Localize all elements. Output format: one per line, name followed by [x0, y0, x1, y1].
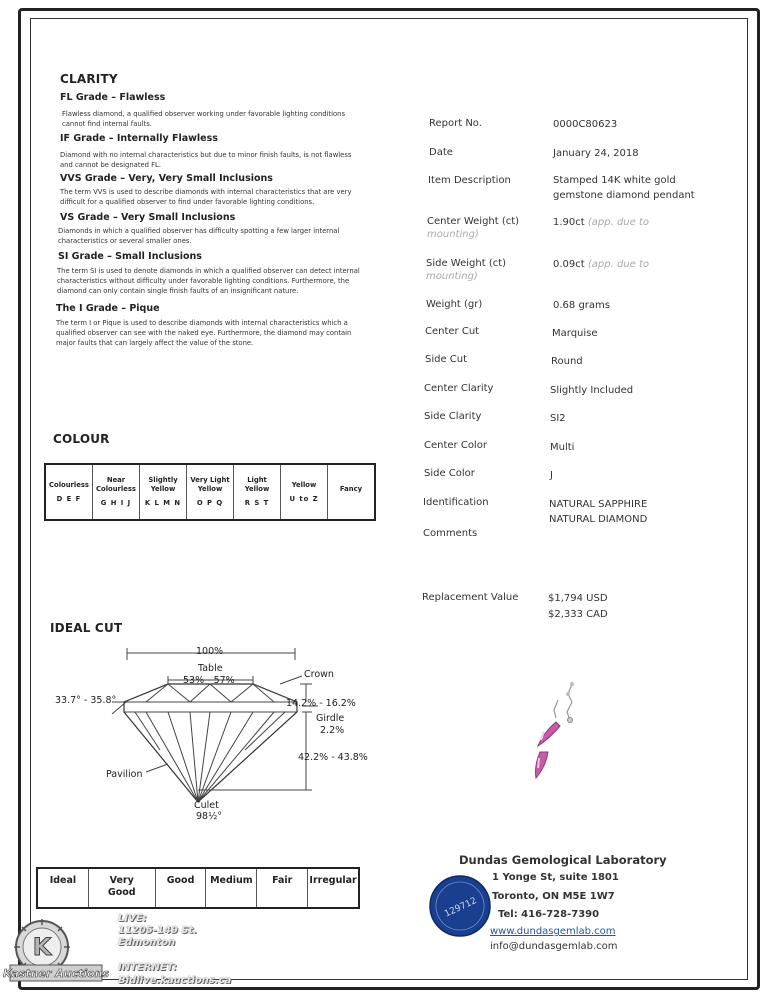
- cut-pavilion-depth: 42.2% - 43.8%: [298, 752, 368, 763]
- cut-grade-cell: Good: [156, 869, 207, 907]
- cut-girdle-label: Girdle: [316, 713, 345, 724]
- grade-heading-i: The I Grade – Pique: [56, 303, 160, 314]
- grade-text-fl: Flawless diamond, a qualified observer working under favorable lighting conditions cannot find internal faults.: [62, 110, 346, 128]
- report-value: Slightly Included: [550, 385, 634, 396]
- kastner-logo-icon: [2, 915, 110, 987]
- report-label-note: mounting): [426, 271, 478, 282]
- report-value: Marquise: [552, 328, 598, 339]
- report-label: Side Weight (ct): [426, 258, 507, 269]
- grade-heading-vs: VS Grade – Very Small Inclusions: [60, 212, 236, 223]
- report-value: $1,794 USD: [548, 593, 608, 604]
- report-label: Center Cut: [425, 326, 480, 337]
- colour-title: COLOUR: [53, 432, 110, 446]
- report-value: [553, 257, 649, 272]
- report-label: Center Color: [424, 440, 487, 451]
- colour-cell: [234, 465, 281, 519]
- colour-scale-table: [44, 463, 376, 521]
- watermark-live-city: Edmonton: [118, 937, 176, 948]
- cut-total-width: 100%: [196, 646, 224, 657]
- report-value-main: 1.90ct: [553, 217, 585, 228]
- colour-cell-name: Very Light Yellow: [190, 476, 230, 493]
- colour-cell-name: Fancy: [339, 485, 363, 493]
- lab-tel: Tel: 416-728-7390: [498, 909, 600, 920]
- report-label: Side Cut: [425, 354, 468, 365]
- grade-text-si: The term SI is used to denote diamonds in which a qualified observer can detect internal characteristics without difficulty under favorable lighting conditions. Furthermore, the diamond can only contain single finish faults of an insignificant nature.: [57, 267, 360, 295]
- cut-grade-cell: Ideal: [38, 869, 89, 907]
- colour-cell-grades: G H I J: [100, 499, 132, 507]
- report-value: [553, 215, 649, 230]
- report-value: NATURAL SAPPHIRE NATURAL DIAMOND: [549, 499, 648, 525]
- colour-cell-grades: O P Q: [196, 499, 224, 507]
- colour-cell: [328, 465, 374, 519]
- report-label: Report No.: [429, 118, 482, 129]
- colour-cell-grades: U to Z: [289, 494, 319, 503]
- lab-email: info@dundasgemlab.com: [490, 941, 618, 952]
- cut-crown-height: 14.2% - 16.2%: [286, 698, 356, 709]
- report-label: Item Description: [428, 175, 511, 186]
- pendant-photo: [520, 680, 590, 790]
- report-value: Round: [551, 356, 583, 367]
- watermark-live-label: LIVE:: [118, 913, 147, 924]
- lab-address1: 1 Yonge St, suite 1801: [492, 872, 619, 883]
- watermark-internet-url: Bidlive.kauctions.ca: [118, 975, 232, 986]
- report-value-main: 0.09ct: [553, 259, 585, 270]
- report-label: Center Clarity: [424, 383, 494, 394]
- cut-table-label: Table: [198, 663, 223, 674]
- report-label: Weight (gr): [426, 299, 483, 310]
- colour-cell-name: Light Yellow: [244, 476, 270, 493]
- colour-cell: [46, 465, 93, 519]
- cut-grade-cell: Fair: [257, 869, 308, 907]
- colour-cell: [140, 465, 187, 519]
- colour-cell-name: Slightly Yellow: [148, 476, 178, 493]
- colour-cell-name: Yellow: [291, 480, 317, 489]
- report-label: Replacement Value: [422, 592, 519, 603]
- cut-grade-table: [36, 867, 360, 909]
- kastner-brand-text: Kastner Auctions: [2, 967, 110, 980]
- report-value: January 24, 2018: [553, 148, 639, 159]
- colour-cell-name: Near Colourless: [96, 476, 136, 493]
- report-value: 0.68 grams: [553, 300, 610, 311]
- cut-culet-label: Culet: [194, 800, 219, 811]
- report-value: J: [550, 470, 553, 481]
- report-label-note: mounting): [427, 229, 479, 240]
- report-label: Center Weight (ct): [427, 216, 520, 227]
- clarity-title: CLARITY: [60, 72, 118, 86]
- cut-culet-pct: 98½°: [196, 811, 223, 822]
- grade-heading-if: IF Grade – Internally Flawless: [60, 133, 218, 144]
- cut-pavilion-label: Pavilion: [106, 769, 143, 780]
- svg-text:K: K: [32, 933, 52, 961]
- colour-cell: [187, 465, 234, 519]
- report-value-secondary: $2,333 CAD: [548, 609, 608, 620]
- lab-seal-icon: [428, 874, 492, 938]
- report-value-note: (app. due to: [587, 259, 650, 270]
- report-value: Stamped 14K white gold gemstone diamond pendant: [553, 175, 695, 201]
- grade-text-vvs: The term VVS is used to describe diamonds with internal characteristics that are very difficult for a qualified observer to find under favorable lighting conditions.: [60, 188, 352, 206]
- lab-website-link[interactable]: www.dundasgemlab.com: [490, 926, 616, 937]
- seal-number: 129712: [443, 896, 479, 920]
- colour-cell: [93, 465, 140, 519]
- report-label: Date: [429, 147, 453, 158]
- report-value-note: (app. due to: [587, 217, 650, 228]
- colour-cell-grades: D E F: [56, 494, 82, 503]
- grade-text-if: Diamond with no internal characteristics but due to minor finish faults, is not flawless and cannot be designated FL.: [60, 151, 352, 169]
- report-value: 0000C80623: [553, 119, 618, 130]
- report-label: Side Color: [424, 468, 475, 479]
- cut-grade-cell: Very Good: [89, 869, 156, 907]
- report-label: Side Clarity: [424, 411, 482, 422]
- report-label: Identification: [423, 497, 489, 508]
- grade-text-vs: Diamonds in which a qualified observer has difficulty spotting a few larger internal characteristics or several smaller ones.: [58, 227, 340, 245]
- report-label: Comments: [423, 528, 478, 539]
- grade-heading-vvs: VVS Grade – Very, Very Small Inclusions: [60, 173, 273, 184]
- cut-girdle-pct: 2.2%: [320, 725, 345, 736]
- watermark-live-address: 11205-149 St.: [118, 925, 198, 936]
- grade-text-i: The term I or Pique is used to describe diamonds with internal characteristics which a qualified observer can see with the naked eye. Furthermore, the diamond may contain major faults that can largely affect the value of the stone.: [56, 319, 352, 347]
- cut-crown-label: Crown: [304, 669, 334, 680]
- grade-heading-fl: FL Grade – Flawless: [60, 92, 166, 103]
- watermark-internet-label: INTERNET:: [118, 962, 177, 973]
- report-value: SI2: [550, 413, 566, 424]
- colour-cell-grades: K L M N: [144, 499, 182, 507]
- lab-address2: Toronto, ON M5E 1W7: [492, 891, 615, 902]
- ideal-cut-title: IDEAL CUT: [50, 621, 123, 635]
- colour-cell: [281, 465, 328, 519]
- grade-heading-si: SI Grade – Small Inclusions: [58, 251, 202, 262]
- cut-grade-cell: Medium: [206, 869, 257, 907]
- cut-crown-angle: 33.7° - 35.8°: [55, 695, 117, 706]
- cut-grade-cell: Irregular: [309, 875, 357, 886]
- colour-cell-name: Colourless: [49, 480, 89, 489]
- report-value: Multi: [550, 442, 575, 453]
- colour-cell-grades: R S T: [244, 499, 270, 507]
- lab-name: Dundas Gemological Laboratory: [459, 853, 667, 867]
- cut-table-range: 53% - 57%: [183, 675, 235, 686]
